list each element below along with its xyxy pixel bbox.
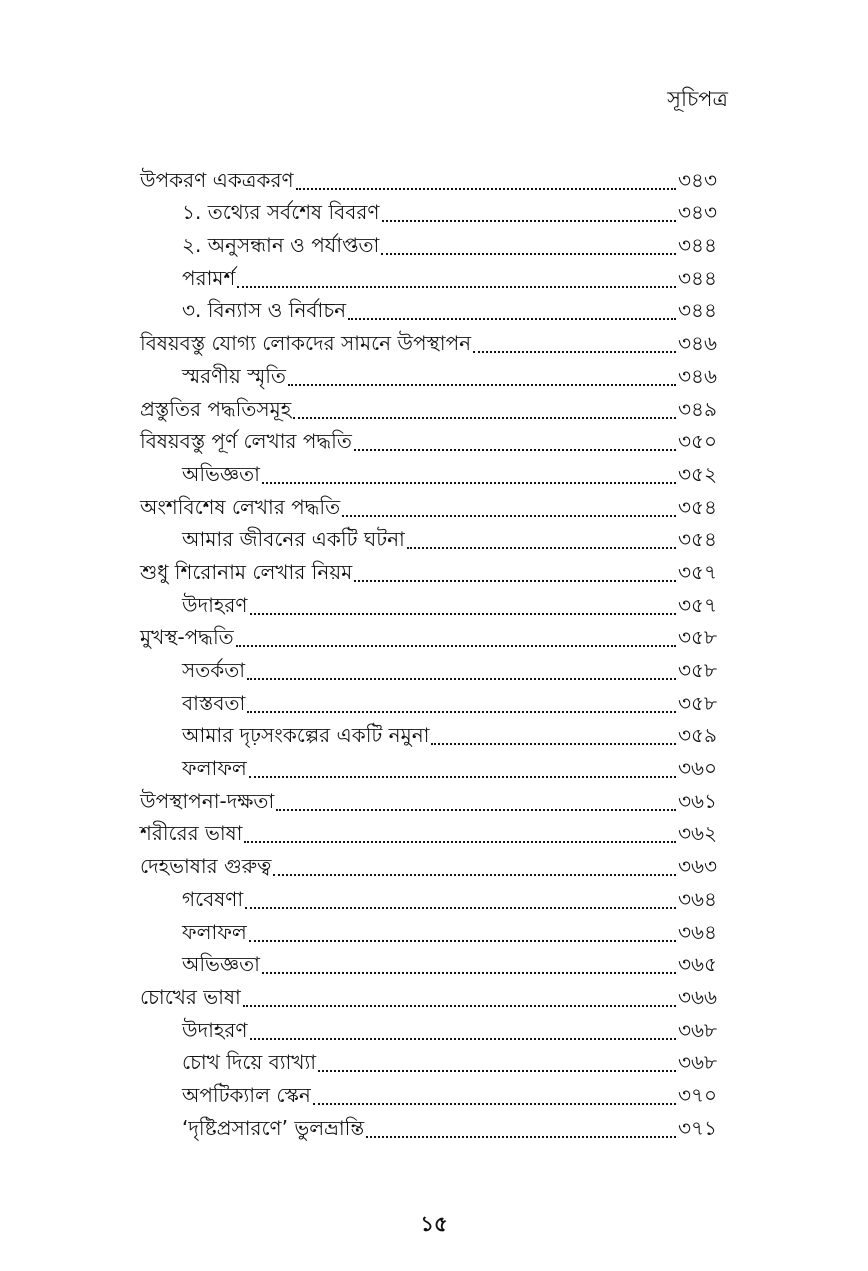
dot-leader [244, 841, 676, 843]
dot-leader [250, 1038, 677, 1040]
toc-entry-page: ৩৪৬ [678, 331, 717, 356]
toc-entry [140, 781, 722, 814]
dot-leader [247, 711, 676, 713]
toc-entry-title: ৩. বিন্যাস ও নির্বাচন [182, 298, 347, 323]
toc-entry-title: ফলাফল [182, 756, 247, 781]
toc-entry [140, 487, 722, 520]
toc-entry-title: আমার দৃঢ়সংকল্পের একটি নমুনা [182, 723, 430, 748]
dot-leader [407, 547, 676, 549]
dot-leader [366, 1136, 676, 1138]
toc-entry [140, 748, 722, 781]
toc-entry-title: ‘দৃষ্টিপ্রসারণে’ ভুলভ্রান্তি [182, 1115, 365, 1140]
dot-leader [237, 286, 676, 288]
dot-leader [249, 776, 676, 778]
toc-entry-title: মুখস্থ-পদ্ধতি [140, 625, 234, 650]
toc-entry-title: স্মরণীয় স্মৃতি [182, 363, 286, 388]
dot-leader [354, 449, 676, 451]
toc-entry [140, 585, 722, 618]
toc-entry-title: উদাহরণ [182, 1017, 248, 1042]
toc-entry-page: ৩৬৪ [678, 886, 717, 911]
toc-entry-title: দেহভাষার গুরুত্ব [140, 854, 272, 879]
toc-entry-page: ৩৫৭ [678, 559, 717, 584]
toc-entry-page: ৩৭০ [678, 1082, 718, 1107]
toc-entry-title: শরীরের ভাষা [140, 821, 243, 846]
toc-entry-page: ৩৫৯ [678, 723, 717, 748]
toc-entry-page: ৩৫০ [678, 429, 717, 454]
toc-entry [140, 945, 722, 978]
dot-leader [348, 318, 676, 320]
toc-entry [140, 389, 722, 422]
toc-entry-page: ৩৪৪ [678, 265, 717, 290]
toc-entry-title: অংশবিশেষ লেখার পদ্ধতি [140, 494, 341, 519]
toc-entry-title: গবেষণা [182, 886, 244, 911]
toc-entry-page: ৩৪৬ [678, 363, 717, 388]
dot-leader [318, 1070, 676, 1072]
toc-entry-page: ৩৬০ [678, 756, 718, 781]
dot-leader [247, 678, 676, 680]
toc-entry [140, 422, 722, 455]
toc-entry-page: ৩৫৪ [678, 494, 717, 519]
toc-entry [140, 193, 722, 226]
toc-entry [140, 520, 722, 553]
toc-entry-title: উপকরণ একত্রকরণ [140, 167, 294, 192]
toc-entry-title: বিষয়বস্তু যোগ্য লোকদের সামনে উপস্থাপন [140, 331, 472, 356]
toc-entry [140, 716, 722, 749]
toc-entry-page: ৩৪৩ [678, 200, 717, 225]
toc-entry [140, 291, 722, 324]
dot-leader [473, 351, 676, 353]
dot-leader [296, 188, 676, 190]
dot-leader [431, 743, 676, 745]
dot-leader [262, 972, 676, 974]
toc-entry [140, 1108, 722, 1141]
toc-entry-title: চোখের ভাষা [140, 984, 241, 1009]
toc-entry [140, 912, 722, 945]
dot-leader [293, 417, 676, 419]
toc-entry-title: ২. অনুসন্ধান ও পর্যাপ্ততা [182, 233, 380, 258]
dot-leader [313, 1103, 676, 1105]
toc-entry [140, 225, 722, 258]
toc-entry-title: ১. তথ্যের সর্বশেষ বিবরণ [182, 200, 380, 225]
toc-entry-title: চোখ দিয়ে ব্যাখ্যা [182, 1050, 317, 1075]
toc-entry-page: ৩৬১ [678, 788, 717, 813]
toc-entry-page: ৩৬৩ [678, 854, 718, 879]
toc-entry-title: আমার জীবনের একটি ঘটনা [182, 527, 405, 552]
toc-entry-title: বিষয়বস্তু পূর্ণ লেখার পদ্ধতি [140, 429, 352, 454]
toc-entry-page: ৩৫৭ [678, 592, 717, 617]
toc-entry-page: ৩৪৪ [678, 298, 717, 323]
toc-entry-title: উপস্থাপনা-দক্ষতা [140, 788, 275, 813]
toc-entry-title: পরামর্শ [182, 265, 236, 290]
toc-entry-title: অভিজ্ঞতা [182, 952, 260, 977]
toc-entry-page: ৩৬৮ [678, 1050, 717, 1075]
toc-entry [140, 323, 722, 356]
running-header: সূচিপত্র [667, 87, 728, 111]
toc-entry-page: ৩৪৯ [678, 396, 717, 421]
toc-entry-title: বাস্তবতা [182, 690, 246, 715]
toc-entry-title: ফলাফল [182, 919, 247, 944]
toc-entry-page: ৩৫৪ [678, 527, 717, 552]
toc-entry-page: ৩৪৩ [678, 167, 717, 192]
dot-leader [273, 874, 676, 876]
dot-leader [276, 809, 676, 811]
dot-leader [245, 907, 676, 909]
toc-entry-page: ৩৭১ [678, 1115, 717, 1140]
dot-leader [381, 253, 676, 255]
toc-entry-page: ৩৫৮ [678, 690, 717, 715]
toc-entry [140, 846, 722, 879]
toc-entry-title: প্রস্তুতির পদ্ধতিসমূহ [140, 396, 292, 421]
toc-entry [140, 879, 722, 912]
toc-entry-page: ৩৪৪ [678, 233, 717, 258]
toc-entry-page: ৩৬৪ [678, 919, 717, 944]
toc-entry [140, 160, 722, 193]
toc-entry [140, 258, 722, 291]
toc-entry-title: উদাহরণ [182, 592, 248, 617]
dot-leader [382, 220, 676, 222]
dot-leader [354, 580, 676, 582]
toc-entry-page: ৩৫৮ [678, 625, 717, 650]
toc-entry [140, 552, 722, 585]
dot-leader [236, 645, 676, 647]
dot-leader [243, 1005, 676, 1007]
toc-entry-page: ৩৬৫ [678, 952, 717, 977]
dot-leader [288, 384, 676, 386]
toc-entry-page: ৩৫৮ [678, 658, 717, 682]
toc-entry [140, 650, 722, 683]
toc-entry-title: অভিজ্ঞতা [182, 461, 260, 486]
toc-entry-page: ৩৬৬ [678, 984, 718, 1009]
toc-entry [140, 1043, 722, 1076]
toc-entry-title: অপটিক্যাল স্কেন [182, 1082, 311, 1107]
page-number: ১৫ [420, 1212, 448, 1236]
dot-leader [250, 613, 677, 615]
toc-entry-page: ৩৫২ [678, 461, 717, 486]
toc-entry [140, 1075, 722, 1108]
toc-entry [140, 977, 722, 1010]
toc-entry [140, 454, 722, 487]
toc-entry [140, 814, 722, 847]
dot-leader [249, 940, 676, 942]
table-of-contents [140, 160, 722, 1141]
toc-entry [140, 618, 722, 651]
toc-entry-page: ৩৬২ [678, 821, 718, 846]
toc-entry-title: সতর্কতা [182, 658, 246, 682]
dot-leader [262, 482, 676, 484]
dot-leader [342, 515, 676, 517]
toc-entry-page: ৩৬৮ [678, 1017, 717, 1042]
toc-entry [140, 356, 722, 389]
toc-entry [140, 683, 722, 716]
toc-entry-title: শুধু শিরোনাম লেখার নিয়ম [140, 559, 353, 584]
toc-entry [140, 1010, 722, 1043]
